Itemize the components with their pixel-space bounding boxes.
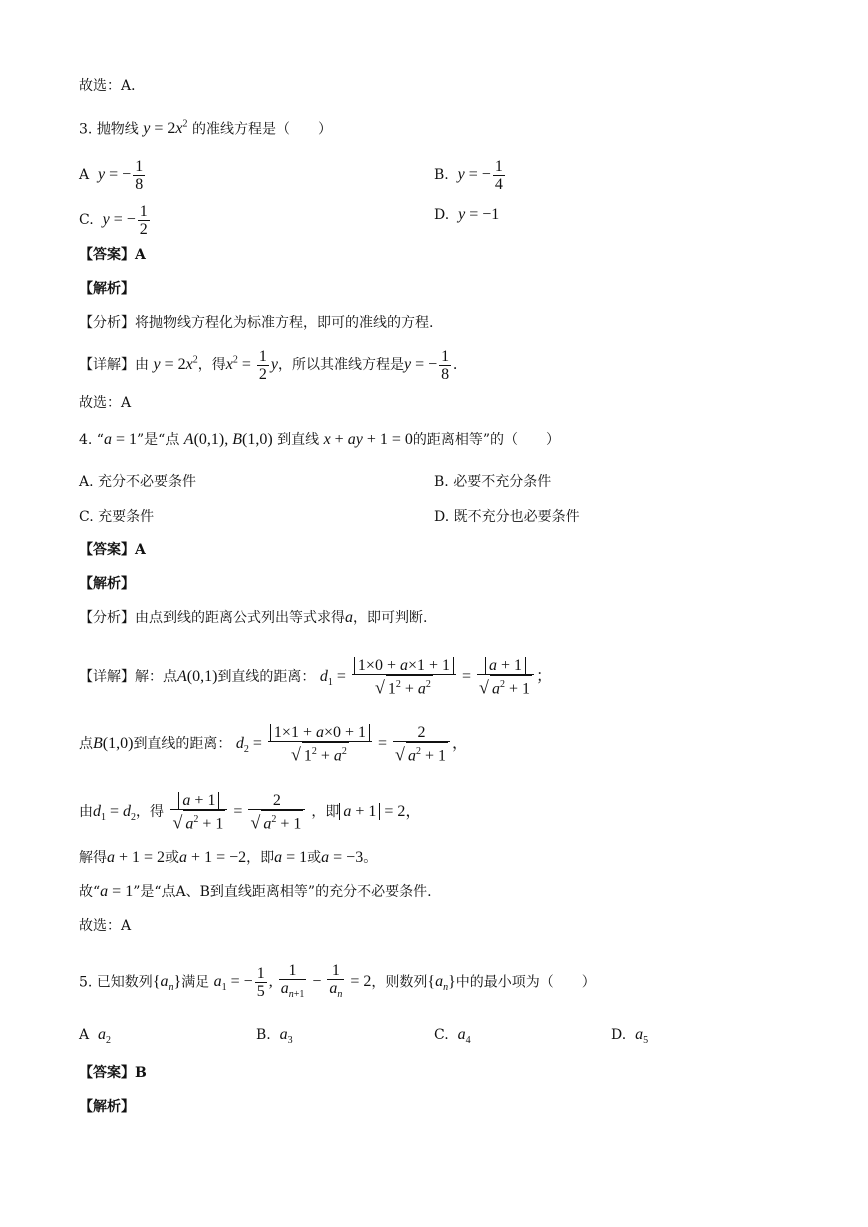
q3-detail: 【详解】由 $y = 2x^2$，得$x^2$ = $\frac{1}{2}$ y，所以其准线方程是y = − $\frac{1}{8}$ .	[79, 348, 458, 383]
q4-detail-3: 由$d_1 = d_2$，得 $\frac{a + 1}{√ a^2 + 1}$ = $\frac{2}{√ a^2 + 1}$ ，即 a + 1 = 2，	[79, 792, 422, 833]
q4-option-b: B. 必要不充分条件	[434, 474, 552, 490]
q3-answer: 【答案】A	[79, 247, 146, 263]
q4-conclude: 故“a = 1”是“点A、B到直线距离相等”的充分不必要条件.	[79, 883, 432, 900]
q5-stem: 5. 已知数列$\{a_n\}$满足 $a_1$ = − $\frac{1}{5}$ , $\frac{1}{a_{n+1}}$ − $\frac{1}{a_n}$ = 2，则数列$\{a_n\}$中的最小项为（ ）	[79, 962, 596, 1001]
q4-option-a: A. 充分不必要条件	[79, 474, 197, 490]
q4-detail-2: 点B(1,0)到直线的距离： $d_2$ = $\frac{1\times 1 + a\times 0 + 1}{√ 1^2 + a^2}$ = $\frac{2}{√ a^2 + 1}$ ，	[79, 724, 468, 765]
q4-solve: 解得a + 1 = 2或a + 1 = −2，即a = 1或a = −3。	[79, 849, 378, 866]
q4-stem: 4. “a = 1”是“点 A(0,1), B(1,0) 到直线 x + ay + 1 = 0的距离相等”的（ ）	[79, 431, 561, 448]
q4-detail-1: 【详解】解：点A(0,1)到直线的距离： $d_1$ = $\frac{1\times 0 + a\times 1 + 1}{√ 1^2 + a^2}$ = $\frac{a + 1}{√ a^2 + 1}$ ；	[79, 657, 552, 698]
q5-option-b: B. $a_3$	[256, 1026, 293, 1047]
q4-option-d: D. 既不充分也必要条件	[434, 509, 580, 525]
q4-answer: 【答案】A	[79, 542, 146, 558]
q3-choose: 故选：A	[79, 395, 132, 411]
q5-option-d: D. $a_5$	[611, 1026, 649, 1047]
q3-option-b: B. y = − $\frac{1}{4}$	[434, 158, 503, 193]
q3-stem: 3. 抛物线 $y = 2x^2$ 的准线方程是（ ）	[79, 119, 332, 138]
q3-option-a: A y = − $\frac{1}{8}$	[79, 158, 144, 193]
prev-choose: 故选：A．	[79, 78, 146, 94]
q3-option-c: C. y = − $\frac{1}{2}$	[79, 203, 148, 238]
q4-option-c: C. 充要条件	[79, 509, 155, 525]
q4-analysis-head: 【解析】	[79, 576, 135, 592]
q5-analysis-head: 【解析】	[79, 1099, 135, 1115]
q5-option-a: A $a_2$	[79, 1026, 112, 1047]
q4-fenxi: 【分析】由点到线的距离公式列出等式求得a，即可判断.	[79, 609, 428, 626]
q3-option-d: D. y = −1	[434, 206, 500, 223]
q3-fenxi: 【分析】将抛物线方程化为标准方程，即可的准线的方程.	[79, 315, 434, 331]
q5-option-c: C. $a_4$	[434, 1026, 471, 1047]
q3-analysis-head: 【解析】	[79, 281, 135, 297]
q4-choose: 故选：A	[79, 918, 132, 934]
q5-answer: 【答案】B	[79, 1065, 147, 1081]
